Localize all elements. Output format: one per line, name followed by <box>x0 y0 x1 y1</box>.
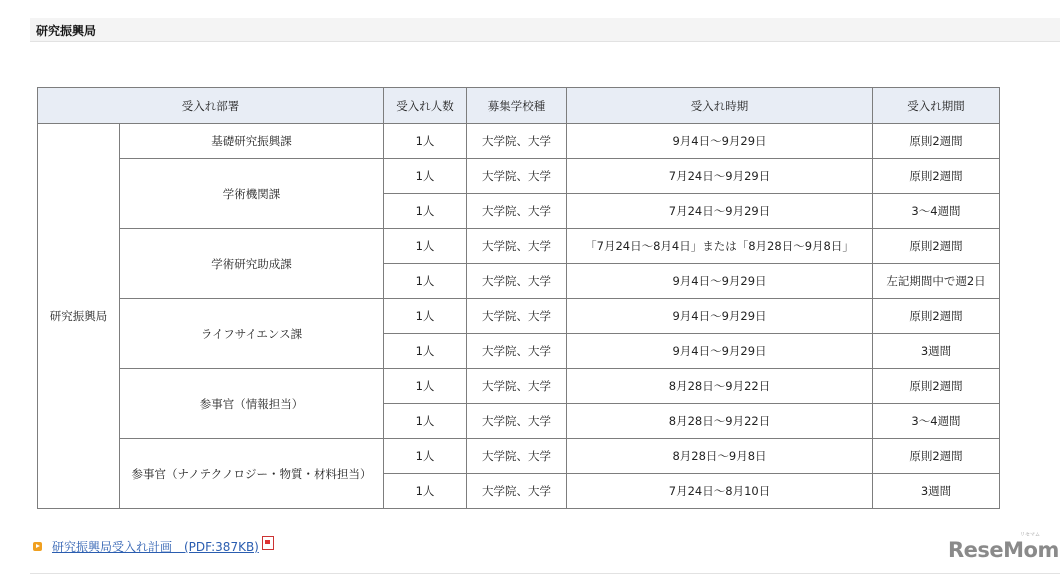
duration-cell: 3〜4週間 <box>873 194 1000 229</box>
period-cell: 9月4日〜9月29日 <box>567 334 873 369</box>
header-period: 受入れ時期 <box>567 88 873 124</box>
table-header-row <box>38 88 1000 124</box>
duration-cell: 原則2週間 <box>873 229 1000 264</box>
duration-cell: 3〜4週間 <box>873 404 1000 439</box>
count-cell: 1人 <box>384 369 467 404</box>
count-cell: 1人 <box>384 159 467 194</box>
section-cell: ライフサイエンス課 <box>120 299 384 369</box>
divider <box>30 573 1060 574</box>
header-duration: 受入れ期間 <box>873 88 1000 124</box>
table-row <box>38 159 1000 194</box>
period-cell: 8月28日〜9月22日 <box>567 369 873 404</box>
school-type-cell: 大学院、大学 <box>467 369 567 404</box>
school-type-cell: 大学院、大学 <box>467 124 567 159</box>
school-type-cell: 大学院、大学 <box>467 334 567 369</box>
header-school-type: 募集学校種 <box>467 88 567 124</box>
count-cell: 1人 <box>384 404 467 439</box>
bullet-arrow-icon <box>33 542 42 551</box>
period-cell: 9月4日〜9月29日 <box>567 299 873 334</box>
count-cell: 1人 <box>384 299 467 334</box>
section-title: 研究振興局 <box>36 24 97 38</box>
table-row <box>38 124 1000 159</box>
internship-table <box>37 87 1000 509</box>
brand-logo: ReseMom <box>948 538 1059 562</box>
period-cell: 7月24日〜9月29日 <box>567 159 873 194</box>
duration-cell: 原則2週間 <box>873 439 1000 474</box>
pdf-download-link[interactable]: 研究振興局受入れ計画 (PDF:387KB) <box>52 540 259 554</box>
count-cell: 1人 <box>384 474 467 509</box>
duration-cell: 原則2週間 <box>873 369 1000 404</box>
section-cell: 学術機関課 <box>120 159 384 229</box>
count-cell: 1人 <box>384 194 467 229</box>
period-cell: 7月24日〜8月10日 <box>567 474 873 509</box>
table-row <box>38 299 1000 334</box>
count-cell: 1人 <box>384 124 467 159</box>
duration-cell: 3週間 <box>873 334 1000 369</box>
section-header <box>30 18 1060 42</box>
school-type-cell: 大学院、大学 <box>467 439 567 474</box>
duration-cell: 3週間 <box>873 474 1000 509</box>
period-cell: 7月24日〜9月29日 <box>567 194 873 229</box>
table-body <box>38 124 1000 509</box>
period-cell: 「7月24日〜8月4日」または「8月28日〜9月8日」 <box>567 229 873 264</box>
count-cell: 1人 <box>384 229 467 264</box>
duration-cell: 原則2週間 <box>873 159 1000 194</box>
period-cell: 8月28日〜9月22日 <box>567 404 873 439</box>
table-row <box>38 439 1000 474</box>
brand-logo-sub: リセマム <box>1020 532 1040 538</box>
section-cell: 学術研究助成課 <box>120 229 384 299</box>
school-type-cell: 大学院、大学 <box>467 229 567 264</box>
pdf-icon <box>262 536 274 550</box>
footer-link-row <box>33 538 274 555</box>
school-type-cell: 大学院、大学 <box>467 404 567 439</box>
section-cell: 参事官（ナノテクノロジー・物質・材料担当） <box>120 439 384 509</box>
section-cell: 参事官（情報担当） <box>120 369 384 439</box>
duration-cell: 原則2週間 <box>873 124 1000 159</box>
school-type-cell: 大学院、大学 <box>467 159 567 194</box>
duration-cell: 左記期間中で週2日 <box>873 264 1000 299</box>
school-type-cell: 大学院、大学 <box>467 264 567 299</box>
count-cell: 1人 <box>384 439 467 474</box>
school-type-cell: 大学院、大学 <box>467 194 567 229</box>
school-type-cell: 大学院、大学 <box>467 474 567 509</box>
header-department: 受入れ部署 <box>38 88 384 124</box>
count-cell: 1人 <box>384 334 467 369</box>
section-cell: 基礎研究振興課 <box>120 124 384 159</box>
duration-cell: 原則2週間 <box>873 299 1000 334</box>
school-type-cell: 大学院、大学 <box>467 299 567 334</box>
count-cell: 1人 <box>384 264 467 299</box>
header-count: 受入れ人数 <box>384 88 467 124</box>
table-row <box>38 229 1000 264</box>
table-row <box>38 369 1000 404</box>
bureau-cell: 研究振興局 <box>38 124 120 509</box>
period-cell: 8月28日〜9月8日 <box>567 439 873 474</box>
period-cell: 9月4日〜9月29日 <box>567 124 873 159</box>
period-cell: 9月4日〜9月29日 <box>567 264 873 299</box>
